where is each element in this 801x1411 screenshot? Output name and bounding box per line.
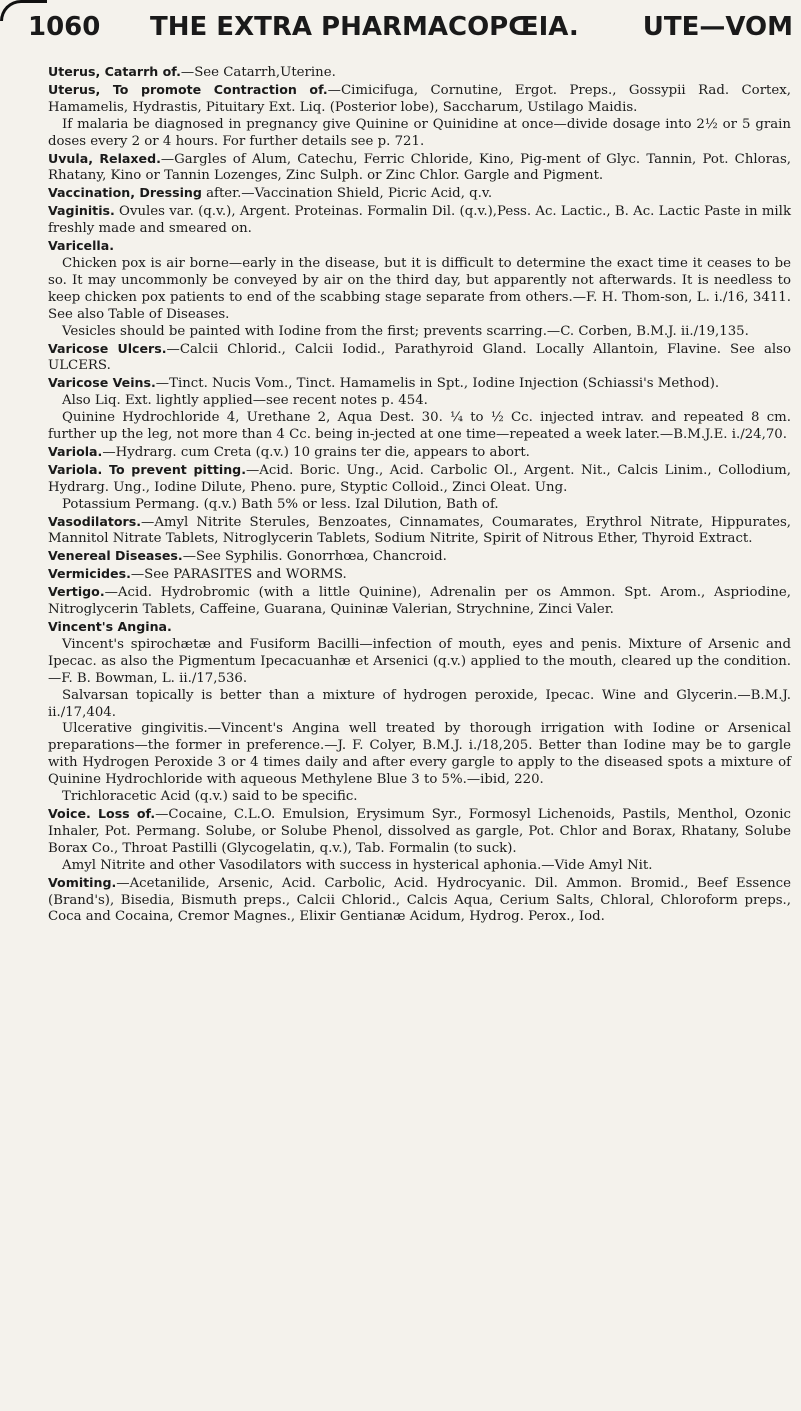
note-chicken-pox: Chicken pox is air borne—early in the disease, but it is difficult to determine the exact time it ceases to be so. It may uncommonly be conveyed by air on the third day, but apparently not afterwards. It is needless to keep chicken pox patients to end of the scabbing stage separate from others.—F. H. Thom-son, L. i./16, 3411. See also Table of Diseases. [48, 255, 791, 322]
note-amyl-nitrite: Amyl Nitrite and other Vasodilators with success in hysterical aphonia.—Vide Amyl Nit. [62, 857, 653, 873]
entry-vincents-angina: Vincent's Angina. [48, 619, 172, 634]
entry-range: UTE—VOM [642, 12, 793, 42]
entry-variola-pitting: Variola. To prevent pitting.—Acid. Boric. Ung., Acid. Carbolic Ol., Argent. Nit., Calcis Linim., Collodium, Hydrarg. Ung., Iodine Dilute, Pheno. pure, Styptic Colloid., Zinci Oleat. Ung. [48, 461, 792, 495]
page-body [48, 64, 791, 926]
book-title: THE EXTRA PHARMACOPŒIA. [150, 12, 579, 42]
note-malaria: If malaria be diagnosed in pregnancy give Quinine or Quinidine at once—divide dosage into 2½ or 5 grain doses every 2 or 4 hours. For further details see p. 721. [48, 116, 791, 149]
entry-vomiting: Vomiting.—Acetanilide, Arsenic, Acid. Carbolic, Acid. Hydrocyanic. Dil. Ammon. Bromid., Beef Essence (Brand's), Bisedia, Bismuth preps., Calcii Chlorid., Calcis Aqua, Cerium Salts, Chloral, Chloroform preps., Coca and Cocaina, Cremor Magnes., Elixir Gentianæ Acidum, Hydrog. Perox., Iod. [48, 874, 791, 925]
note-liq-ext: Also Liq. Ext. lightly applied—see recent notes p. 454. [62, 393, 428, 409]
entry-varicella: Varicella. [48, 238, 115, 254]
entry-vermicides: Vermicides.—See PARASITES and WORMS. [48, 566, 347, 583]
entry-varicose-ulcers: Varicose Ulcers.—Calcii Chlorid., Calcii Iodid., Parathyroid Gland. Locally Allantoin, Flavine. See also ULCERS. [48, 340, 791, 374]
page-number: 1060 [28, 12, 101, 42]
note-potassium-permang: Potassium Permang. (q.v.) Bath 5% or less. Izal Dilution, Bath of. [62, 496, 499, 512]
note-salvarsan: Salvarsan topically is better than a mixture of hydrogen peroxide, Ipecac. Wine and Glycerin.—B.M.J. ii./17,404. [48, 687, 791, 720]
entry-venereal-diseases: Venereal Diseases.—See Syphilis. Gonorrhœa, Chancroid. [48, 548, 447, 565]
entry-vertigo: Vertigo.—Acid. Hydrobromic (with a little Quinine), Adrenalin per os Ammon. Spt. Arom., Aspriodine, Nitroglycerin Tablets, Caffeine, Guarana, Quininæ Valerian, Strychnine, Zinci Valer. [48, 584, 791, 618]
entry-varicose-veins: Varicose Veins.—Tinct. Nucis Vom., Tinct. Hamamelis in Spt., Iodine Injection (Schiassi's Method). [48, 375, 720, 392]
entry-uvula: Uvula, Relaxed.—Gargles of Alum, Catechu, Ferric Chloride, Kino, Pig-ment of Glyc. Tannin, Pot. Chloras, Rhatany, Kino or Tannin Lozenges, Zinc Sulph. or Zinc Chlor. Gargle and Pigment. [48, 150, 791, 184]
running-header [28, 12, 793, 52]
entry-voice-loss: Voice. Loss of.—Cocaine, C.L.O. Emulsion, Erysimum Syr., Formosyl Lichenoids, Pastils, Menthol, Ozonic Inhaler, Pot. Permang. Solube, or Solube Phenol, dissolved as gargle, Pot. Chlor and Borax, Rhatany, Solube Borax Co., Throat Pastilli (Glycogelatin, q.v.), Tab. Formalin (to suck). [48, 805, 791, 856]
note-spirochaetae: Vincent's spirochætæ and Fusiform Bacilli—infection of mouth, eyes and penis. Mixture of Arsenic and Ipecac. as also the Pigmentum Ipecacuanhæ et Arsenici (q.v.) applied to the mouth, cleared up the condition.—F. B. Bowman, L. ii./17,536. [48, 636, 791, 686]
entry-uterus-catarrh: Uterus, Catarrh of.—See Catarrh,Uterine. [48, 64, 336, 80]
entry-uterus-contraction: Uterus, To promote Contraction of.—Cimicifuga, Cornutine, Ergot. Preps., Gossypii Rad. Cortex, Hamamelis, Hydrastis, Pituitary Ext. Liq. (Posterior lobe), Saccharum, Ustilago Maidis. [48, 81, 791, 115]
entry-variola: Variola.—Hydrarg. cum Creta (q.v.) 10 grains ter die, appears to abort. [48, 443, 530, 460]
note-trichloracetic: Trichloracetic Acid (q.v.) said to be specific. [62, 789, 358, 805]
note-ulcerative-gingivitis: Ulcerative gingivitis.—Vincent's Angina well treated by thorough irrigation with Iodine or Arsenical preparations—the former in preference.—J. F. Colyer, B.M.J. i./18,205. Better than Iodine may be to gargle with Hydrogen Peroxide 3 or 4 times daily and after every gargle to apply to the diseased spots a mixture of Quinine Hydrochloride with aqueous Methylene Blue 3 to 5%.—ibid, 220. [48, 721, 791, 788]
note-quinine-injection: Quinine Hydrochloride 4, Urethane 2, Aqua Dest. 30. ¼ to ½ Cc. injected intrav. and repeated 8 cm. further up the leg, not more than 4 Cc. being in-jected at one time—repeated a week later.—B.M.J.E. i./24,70. [48, 410, 791, 443]
note-vesicles: Vesicles should be painted with Iodine from the first; prevents scarring.—C. Corben, B.M.J. ii./19,135. [62, 323, 749, 339]
entry-vasodilators: Vasodilators.—Amyl Nitrite Sterules, Benzoates, Cinnamates, Coumarates, Erythrol Nitrate, Hippurates, Mannitol Nitrate Tablets, Nitroglycerin Tablets, Sodium Nitrite, Spirit of Nitrous Ether, Thyroid Extract. [48, 513, 791, 547]
entry-vaginitis: Vaginitis. Ovules var. (q.v.), Argent. Proteinas. Formalin Dil. (q.v.),Pess. Ac. Lactic., B. Ac. Lactic Paste in milk freshly made and smeared on. [48, 203, 791, 237]
entry-vaccination: Vaccination, Dressing after.—Vaccination Shield, Picric Acid, q.v. [48, 185, 493, 202]
